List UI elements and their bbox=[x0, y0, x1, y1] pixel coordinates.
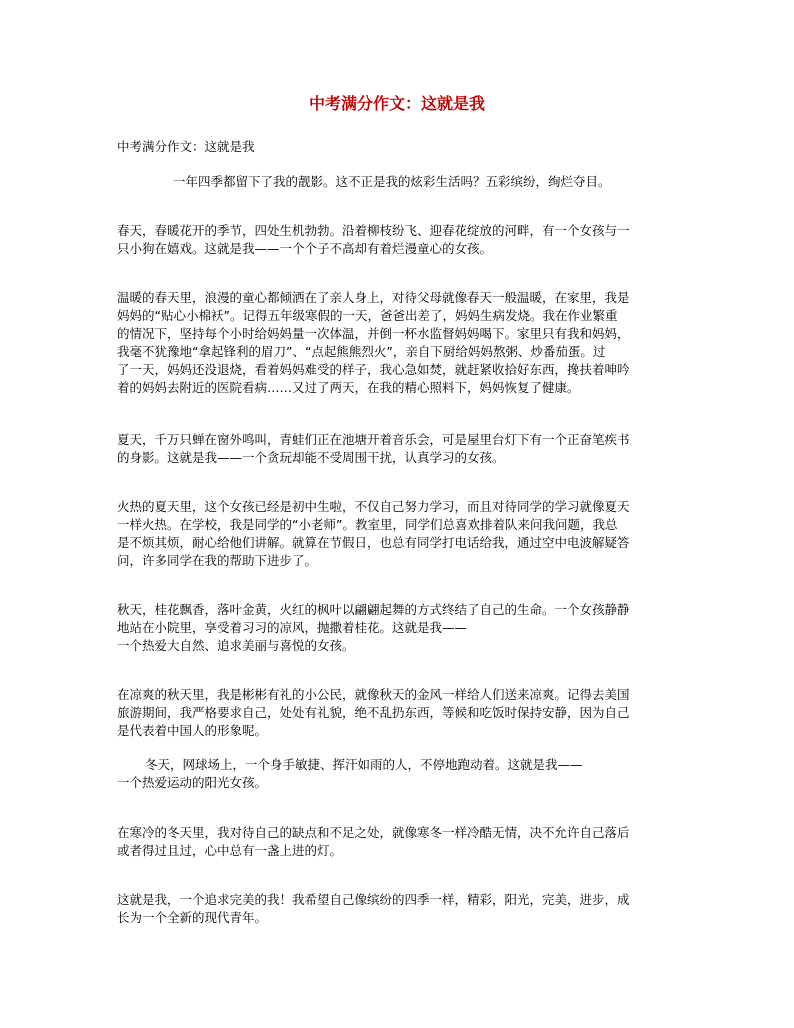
paragraph-line: 着的妈妈去附近的医院看病……又过了两天，在我的精心照料下，妈妈恢复了健康。 bbox=[117, 380, 580, 395]
paragraph-line: 地站在小院里，享受着习习的凉风，抛撒着桂花。这就是我—— bbox=[117, 620, 468, 635]
paragraph-line: 冬天，网球场上，一个身手敏捷、挥汗如雨的人，不停地跑动着。这就是我—— bbox=[145, 757, 583, 772]
paragraph-line: 是代表着中国人的形象呢。 bbox=[117, 723, 268, 738]
paragraph-line: 在寒冷的冬天里，我对待自己的缺点和不足之处，就像寒冬一样冷酷无情，决不允许自己落后 bbox=[117, 825, 630, 840]
paragraph-line: 的情况下，坚持每个小时给妈妈量一次体温，并倒一杯水监督妈妈喝下。家里只有我和妈妈， bbox=[117, 326, 630, 341]
paragraph-line: 问，许多同学在我的帮助下进步了。 bbox=[117, 553, 318, 568]
paragraph-line: 一个热爱运动的阳光女孩。 bbox=[117, 775, 268, 790]
paragraph-line: 火热的夏天里，这个女孩已经是初中生啦，不仅自己努力学习，而且对待同学的学习就像夏天 bbox=[117, 499, 630, 514]
paragraph-line: 我毫不犹豫地“拿起锋利的眉刀”、“点起熊熊烈火”，亲自下厨给妈妈熬粥、炒番茄蛋。过 bbox=[117, 344, 606, 359]
paragraph-line: 在凉爽的秋天里，我是彬彬有礼的小公民，就像秋天的金风一样给人们送来凉爽。记得去美国 bbox=[117, 687, 630, 702]
paragraph-line: 一样火热。在学校，我是同学的“小老师”。教室里，同学们总喜欢排着队来问我问题，我总 bbox=[117, 517, 618, 532]
paragraph-line: 一个热爱大自然、追求美丽与喜悦的女孩。 bbox=[117, 638, 355, 653]
paragraph-line: 长为一个全新的现代青年。 bbox=[117, 910, 268, 925]
paragraph-line: 妈妈的“贴心小棉袄”。记得五年级寒假的一天，爸爸出差了，妈妈生病发烧。我在作业繁重 bbox=[117, 308, 618, 323]
paragraph-line: 春天，春暖花开的季节，四处生机勃勃。沿着柳枝纷飞、迎春花绽放的河畔，有一个女孩与一 bbox=[117, 223, 630, 238]
paragraph-line: 或者得过且过，心中总有一盏上进的灯。 bbox=[117, 843, 343, 858]
paragraph-line: 这就是我，一个追求完美的我！我希望自己像缤纷的四季一样，精彩，阳光，完美，进步，成 bbox=[117, 892, 630, 907]
paragraph-line: 了一天，妈妈还没退烧，看着妈妈难受的样子，我心急如焚，就赶紧收拾好东西，搀扶着呻吟 bbox=[117, 362, 630, 377]
document-subtitle: 中考满分作文：这就是我 bbox=[117, 139, 255, 154]
paragraph-line: 夏天，千万只蝉在窗外鸣叫，青蛙们正在池塘开着音乐会，可是屋里台灯下有一个正奋笔疾书 bbox=[117, 432, 630, 447]
document-title: 中考满分作文：这就是我 bbox=[308, 94, 485, 113]
paragraph-line: 只小狗在嬉戏。这就是我——一个个子不高却有着烂漫童心的女孩。 bbox=[117, 241, 493, 256]
paragraph-line: 秋天，桂花飘香，落叶金黄，火红的枫叶以翩翩起舞的方式终结了自己的生命。一个女孩静静 bbox=[117, 602, 630, 617]
paragraph-line: 一年四季都留下了我的靓影。这不正是我的炫彩生活吗？五彩缤纷，绚烂夺目。 bbox=[173, 174, 611, 189]
paragraph-line: 的身影。这就是我——一个贪玩却能不受周围干扰，认真学习的女孩。 bbox=[117, 450, 505, 465]
paragraph-line: 是不烦其烦，耐心给他们讲解。就算在节假日，也总有同学打电话给我，通过空中电波解疑答 bbox=[117, 535, 630, 550]
paragraph-line: 旅游期间，我严格要求自己，处处有礼貌，绝不乱扔东西，等候和吃饭时保持安静，因为自己 bbox=[117, 705, 630, 720]
paragraph-line: 温暖的春天里，浪漫的童心都倾洒在了亲人身上，对待父母就像春天一般温暖，在家里，我是 bbox=[117, 290, 630, 305]
